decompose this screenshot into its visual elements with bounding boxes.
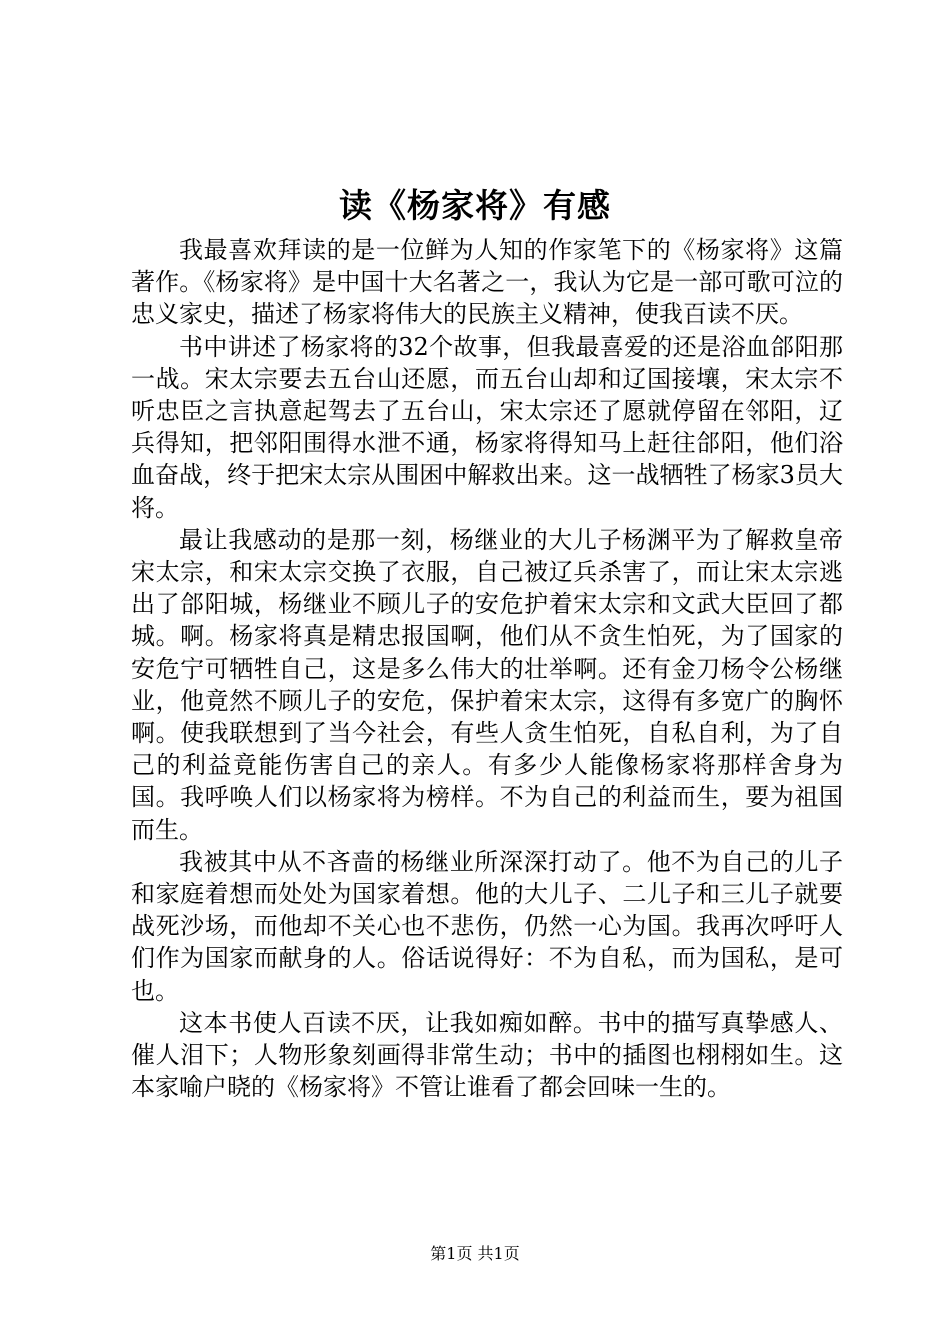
document-body — [131, 234, 843, 1103]
paragraph-1: 我最喜欢拜读的是一位鲜为人知的作家笔下的《杨家将》这篇著作。《杨家将》是中国十大名著之一，我认为它是一部可歌可泣的忠义家史，描述了杨家将伟大的民族主义精神，使我百读不厌。 — [131, 236, 843, 329]
paragraph-4: 我被其中从不吝啬的杨继业所深深打动了。他不为自己的儿子和家庭着想而处处为国家着想。他的大儿子、二儿子和三儿子就要战死沙场，而他却不关心也不悲伤，仍然一心为国。我再次呼吁人们作为国家而献身的人。俗话说得好：不为自私，而为国私，是可也。 — [131, 847, 843, 1005]
paragraph-2: 书中讲述了杨家将的32个故事，但我最喜爱的还是浴血郃阳那一战。宋太宗要去五台山还愿，而五台山却和辽国接壤，宋太宗不听忠臣之言执意起驾去了五台山，宋太宗还了愿就停留在邻阳，辽兵得知，把邻阳围得水泄不通，杨家将得知马上赶往郃阳，他们浴血奋战，终于把宋太宗从围困中解救出来。这一战牺牲了杨家3员大将。 — [131, 332, 843, 522]
page-footer: 第1页 共1页 — [430, 1244, 520, 1263]
paragraph-5: 这本书使人百读不厌，让我如痴如醉。书中的描写真挚感人、催人泪下；人物形象刻画得非常生动；书中的插图也栩栩如生。这本家喻户晓的《杨家将》不管让谁看了都会回味一生的。 — [131, 1008, 843, 1102]
document-title: 读《杨家将》有感 — [339, 186, 611, 225]
paragraph-3: 最让我感动的是那一刻，杨继业的大儿子杨渊平为了解救皇帝宋太宗，和宋太宗交换了衣服，自己被辽兵杀害了，而让宋太宗逃出了郃阳城，杨继业不顾儿子的安危护着宋太宗和文武大臣回了都城。啊。杨家将真是精忠报国啊，他们从不贪生怕死，为了国家的安危宁可牺牲自己，这是多么伟大的壮举啊。还有金刀杨令公杨继业，他竟然不顾儿子的安危，保护着宋太宗，这得有多宽广的胸怀啊。使我联想到了当今社会，有些人贪生怕死，自私自利，为了自己的利益竟能伤害自己的亲人。有多少人能像杨家将那样舍身为国。我呼唤人们以杨家将为榜样。不为自己的利益而生，要为祖国而生。 — [131, 525, 843, 844]
